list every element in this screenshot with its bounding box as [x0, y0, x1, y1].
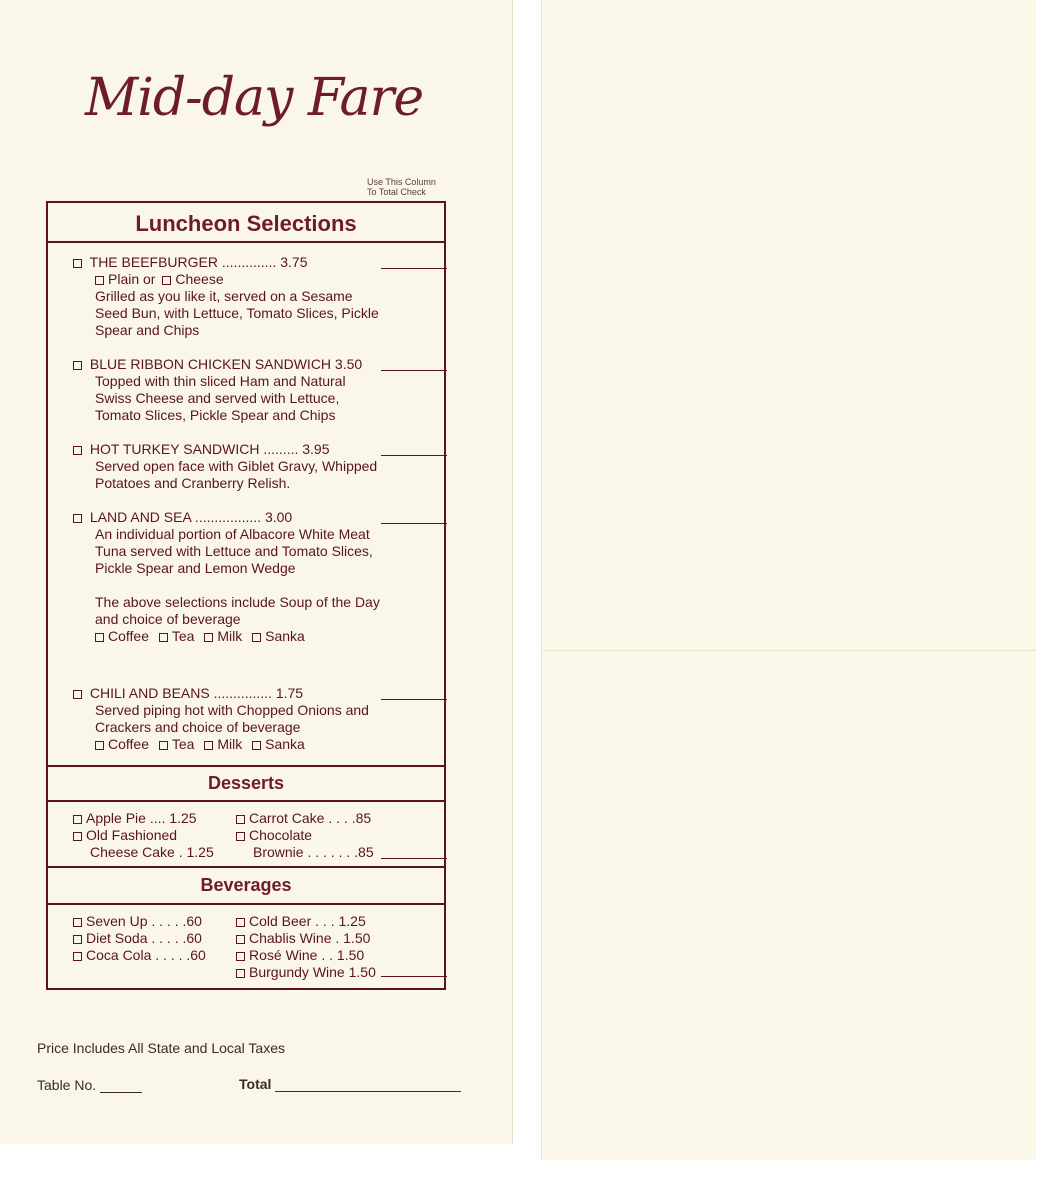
old-fashioned-label: Old Fashioned — [86, 827, 178, 843]
chicken-checkbox[interactable] — [73, 361, 82, 370]
diet-soda-label: Diet Soda . . . . .60 — [86, 930, 202, 946]
taxes-note: Price Includes All State and Local Taxes — [37, 1040, 286, 1056]
chicken-name: BLUE RIBBON CHICKEN SANDWICH 3.50 — [89, 356, 363, 372]
seven-up-label: Seven Up . . . . .60 — [86, 913, 202, 929]
cheese-checkbox[interactable] — [162, 276, 171, 285]
beverages-top-divider — [48, 866, 444, 868]
chicken-desc-1: Topped with thin sliced Ham and Natural — [95, 373, 346, 389]
landsea-total-line[interactable] — [381, 523, 447, 524]
desserts-top-divider — [48, 765, 444, 767]
coffee-label: Coffee — [108, 628, 149, 644]
beefburger-desc-3: Spear and Chips — [95, 322, 200, 338]
desserts-bottom-divider — [48, 800, 444, 802]
apple-pie-label: Apple Pie .... 1.25 — [86, 810, 197, 826]
carrot-cake-checkbox[interactable] — [236, 815, 245, 824]
total-column-note — [367, 177, 457, 197]
beefburger-desc-2: Seed Bun, with Lettuce, Tomato Slices, Pickle — [95, 305, 379, 321]
total-input[interactable] — [275, 1077, 461, 1092]
tea-checkbox[interactable] — [159, 633, 168, 642]
coffee-checkbox[interactable] — [95, 633, 104, 642]
desserts-heading: Desserts — [207, 773, 285, 793]
chicken-desc-3: Tomato Slices, Pickle Spear and Chips — [95, 407, 336, 423]
beefburger-name: THE BEEFBURGER .............. 3.75 — [89, 254, 308, 270]
fold-crease — [542, 650, 1036, 651]
chili-total-line[interactable] — [381, 699, 447, 700]
carrot-cake-label: Carrot Cake . . . .85 — [249, 810, 372, 826]
menu-item-chicken — [73, 356, 362, 424]
table-number-label: Table No. — [37, 1077, 97, 1093]
cold-beer-label: Cold Beer . . . 1.25 — [249, 913, 366, 929]
menu-item-beefburger — [73, 254, 379, 339]
total-label: Total — [239, 1076, 272, 1092]
plain-checkbox[interactable] — [95, 276, 104, 285]
chocolate-label: Chocolate — [249, 827, 313, 843]
burgundy-checkbox[interactable] — [236, 969, 245, 978]
chili-beverage-options — [73, 736, 369, 753]
dessert-column-right — [236, 810, 374, 861]
cold-beer-checkbox[interactable] — [236, 918, 245, 927]
turkey-desc-1: Served open face with Giblet Gravy, Whipped — [95, 458, 378, 474]
brownie-label: Brownie . . . . . . .85 — [253, 844, 374, 860]
beefburger-total-line[interactable] — [381, 268, 447, 269]
beverage-column-right — [236, 913, 376, 981]
table-number-input[interactable] — [100, 1078, 142, 1093]
landsea-desc-1: An individual portion of Albacore White Meat — [95, 526, 370, 542]
total-field — [239, 1076, 461, 1092]
seven-up-checkbox[interactable] — [73, 918, 82, 927]
apple-pie-checkbox[interactable] — [73, 815, 82, 824]
chili-tea-checkbox[interactable] — [159, 741, 168, 750]
chicken-desc-2: Swiss Cheese and served with Lettuce, — [95, 390, 340, 406]
landsea-desc-2: Tuna served with Lettuce and Tomato Slices, — [95, 543, 373, 559]
tea-label: Tea — [171, 628, 195, 644]
cheese-cake-label: Cheese Cake . 1.25 — [90, 844, 214, 860]
column-note-line-2: To Total Check — [367, 187, 426, 197]
landsea-name: LAND AND SEA ................. 3.00 — [89, 509, 293, 525]
cheese-cake-checkbox[interactable] — [73, 832, 82, 841]
desserts-total-line[interactable] — [381, 858, 447, 859]
brownie-checkbox[interactable] — [236, 832, 245, 841]
beefburger-desc-1: Grilled as you like it, served on a Sesame — [95, 288, 353, 304]
diet-soda-checkbox[interactable] — [73, 935, 82, 944]
chicken-total-line[interactable] — [381, 370, 447, 371]
landsea-checkbox[interactable] — [73, 514, 82, 523]
chili-desc-2: Crackers and choice of beverage — [95, 719, 301, 735]
chili-sanka-checkbox[interactable] — [252, 741, 261, 750]
chili-checkbox[interactable] — [73, 690, 82, 699]
menu-item-chili — [73, 685, 369, 753]
dessert-column-left — [73, 810, 214, 861]
sanka-label: Sanka — [265, 628, 305, 644]
menu-box — [46, 201, 446, 990]
chili-sanka-label: Sanka — [265, 736, 305, 752]
luncheon-divider — [48, 241, 444, 243]
included-beverage-options — [73, 628, 380, 645]
plain-label: Plain or — [108, 271, 156, 287]
chili-name: CHILI AND BEANS ............... 1.75 — [89, 685, 304, 701]
chili-milk-checkbox[interactable] — [204, 741, 213, 750]
chili-coffee-checkbox[interactable] — [95, 741, 104, 750]
turkey-desc-2: Potatoes and Cranberry Relish. — [95, 475, 291, 491]
menu-item-land-and-sea — [73, 509, 380, 645]
menu-item-turkey — [73, 441, 377, 492]
menu-front-page — [0, 0, 513, 1144]
chablis-label: Chablis Wine . 1.50 — [249, 930, 371, 946]
milk-label: Milk — [217, 628, 243, 644]
chili-milk-label: Milk — [217, 736, 243, 752]
menu-title: Mid-day Fare — [85, 68, 424, 128]
milk-checkbox[interactable] — [204, 633, 213, 642]
chili-desc-1: Served piping hot with Chopped Onions and — [95, 702, 369, 718]
coca-cola-checkbox[interactable] — [73, 952, 82, 961]
beefburger-checkbox[interactable] — [73, 259, 82, 268]
beverages-heading: Beverages — [200, 875, 292, 895]
landsea-desc-3: Pickle Spear and Lemon Wedge — [95, 560, 296, 576]
includes-note-2: and choice of beverage — [95, 611, 241, 627]
beverages-bottom-divider — [48, 903, 444, 905]
burgundy-label: Burgundy Wine 1.50 — [249, 964, 376, 980]
sanka-checkbox[interactable] — [252, 633, 261, 642]
luncheon-heading: Luncheon Selections — [135, 211, 357, 236]
beefburger-options — [73, 271, 379, 288]
chablis-checkbox[interactable] — [236, 935, 245, 944]
turkey-total-line[interactable] — [381, 455, 447, 456]
cheese-label: Cheese — [175, 271, 224, 287]
column-note-line-1: Use This Column — [367, 177, 436, 187]
turkey-name: HOT TURKEY SANDWICH ......... 3.95 — [89, 441, 330, 457]
beverage-column-left — [73, 913, 206, 964]
rose-checkbox[interactable] — [236, 952, 245, 961]
coca-cola-label: Coca Cola . . . . .60 — [86, 947, 206, 963]
menu-back-page — [541, 0, 1036, 1160]
beverages-total-line[interactable] — [381, 976, 447, 977]
chili-coffee-label: Coffee — [108, 736, 149, 752]
table-number-field — [37, 1077, 142, 1093]
chili-tea-label: Tea — [171, 736, 195, 752]
turkey-checkbox[interactable] — [73, 446, 82, 455]
rose-label: Rosé Wine . . 1.50 — [249, 947, 365, 963]
includes-note-1: The above selections include Soup of the Day — [95, 594, 380, 610]
